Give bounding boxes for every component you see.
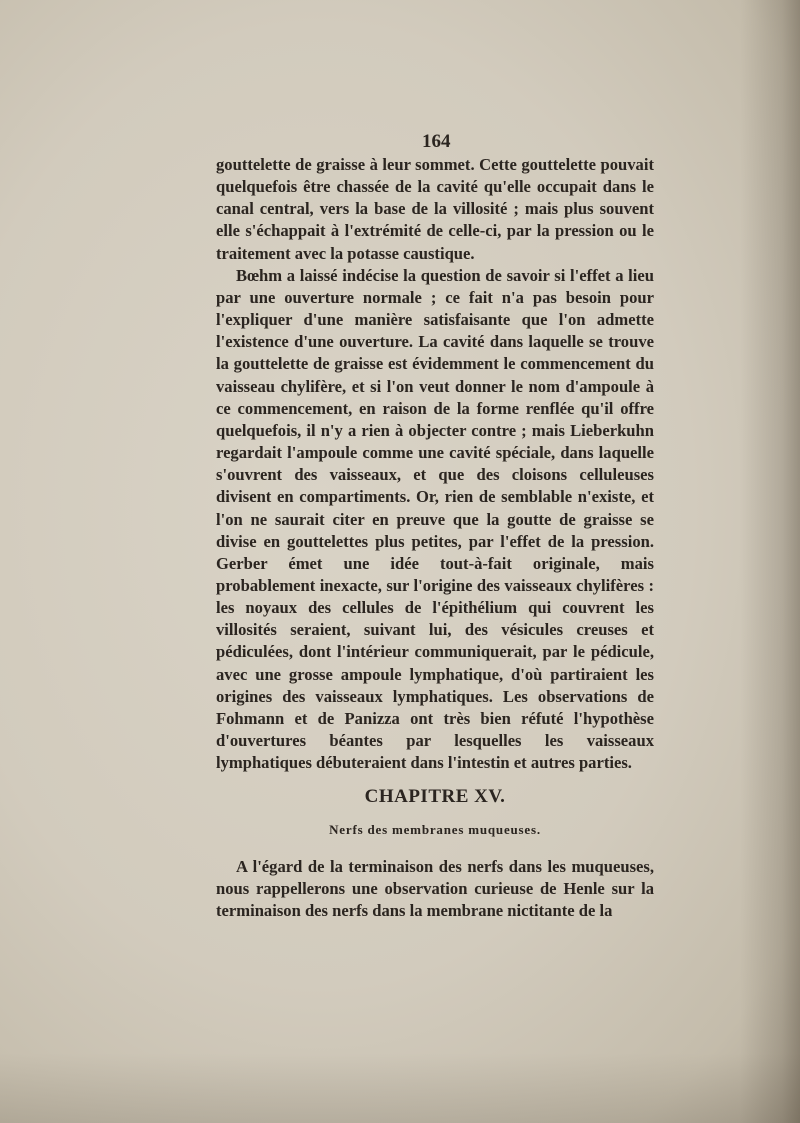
page-bottom-shadow (0, 1053, 800, 1123)
page-number: 164 (422, 131, 451, 152)
page-edge-shadow (740, 0, 800, 1123)
chapter-body (216, 856, 654, 922)
chapter-subtitle: Nerfs des membranes muqueuses. (329, 822, 541, 837)
chapter-paragraph: A l'égard de la terminaison des nerfs dans les muqueuses, nous rappellerons une observation curieuse de Henle sur la terminaison des nerfs dans la membrane nictitante de la (216, 857, 654, 921)
paragraph-boehm: Bœhm a laissé indécise la question de savoir si l'effet a lieu par une ouverture normale ; ce fait n'a pas besoin pour l'expliquer d'une manière satisfaisante que l'on admette l'existence d'une ouverture. La cavité dans laquelle se trouve la gouttelette de graisse est évidemment le commencement du vaisseau chylifère, et si l'on veut donner le nom d'ampoule à ce commencement, en raison de la forme renflée qu'il offre quelquefois, il n'y a rien à objecter contre ; mais Lieberkuhn regardait l'ampoule comme une cavité spéciale, dans laquelle s'ouvrent des vaisseaux, et que des cloisons celluleuses divisent en compartiments. Or, rien de semblable n'existe, et l'on ne saurait citer en preuve que la goutte de graisse se divise en gouttelettes plus petites, par l'effet de la pression. Gerber émet une idée tout-à-fait originale, mais probablement inexacte, sur l'origine des vaisseaux chylifères : les noyaux des cellules de l'épithélium qui couvrent les villosités seraient, suivant lui, des vésicules creuses et pédiculées, dont l'intérieur communiquerait, par le pédicule, avec une grosse ampoule lymphatique, d'où partiraient les origines des vaisseaux lymphatiques. Les observations de Fohmann et de Panizza ont très bien réfuté l'hypothèse d'ouvertures béantes par lesquelles les vaisseaux lymphatiques débuteraient dans l'intestin et autres parties. (216, 265, 654, 773)
paragraph-continuation: gouttelette de graisse à leur sommet. Cette gouttelette pouvait quelquefois être chassée de la cavité qu'elle occupait dans le canal central, vers la base de la villosité ; mais plus souvent elle s'échappait à l'extrémité de celle-ci, par la pression ou le traitement avec la potasse caustique. (216, 155, 654, 263)
body-text (216, 154, 654, 774)
chapter-title: CHAPITRE XV. (364, 786, 506, 807)
